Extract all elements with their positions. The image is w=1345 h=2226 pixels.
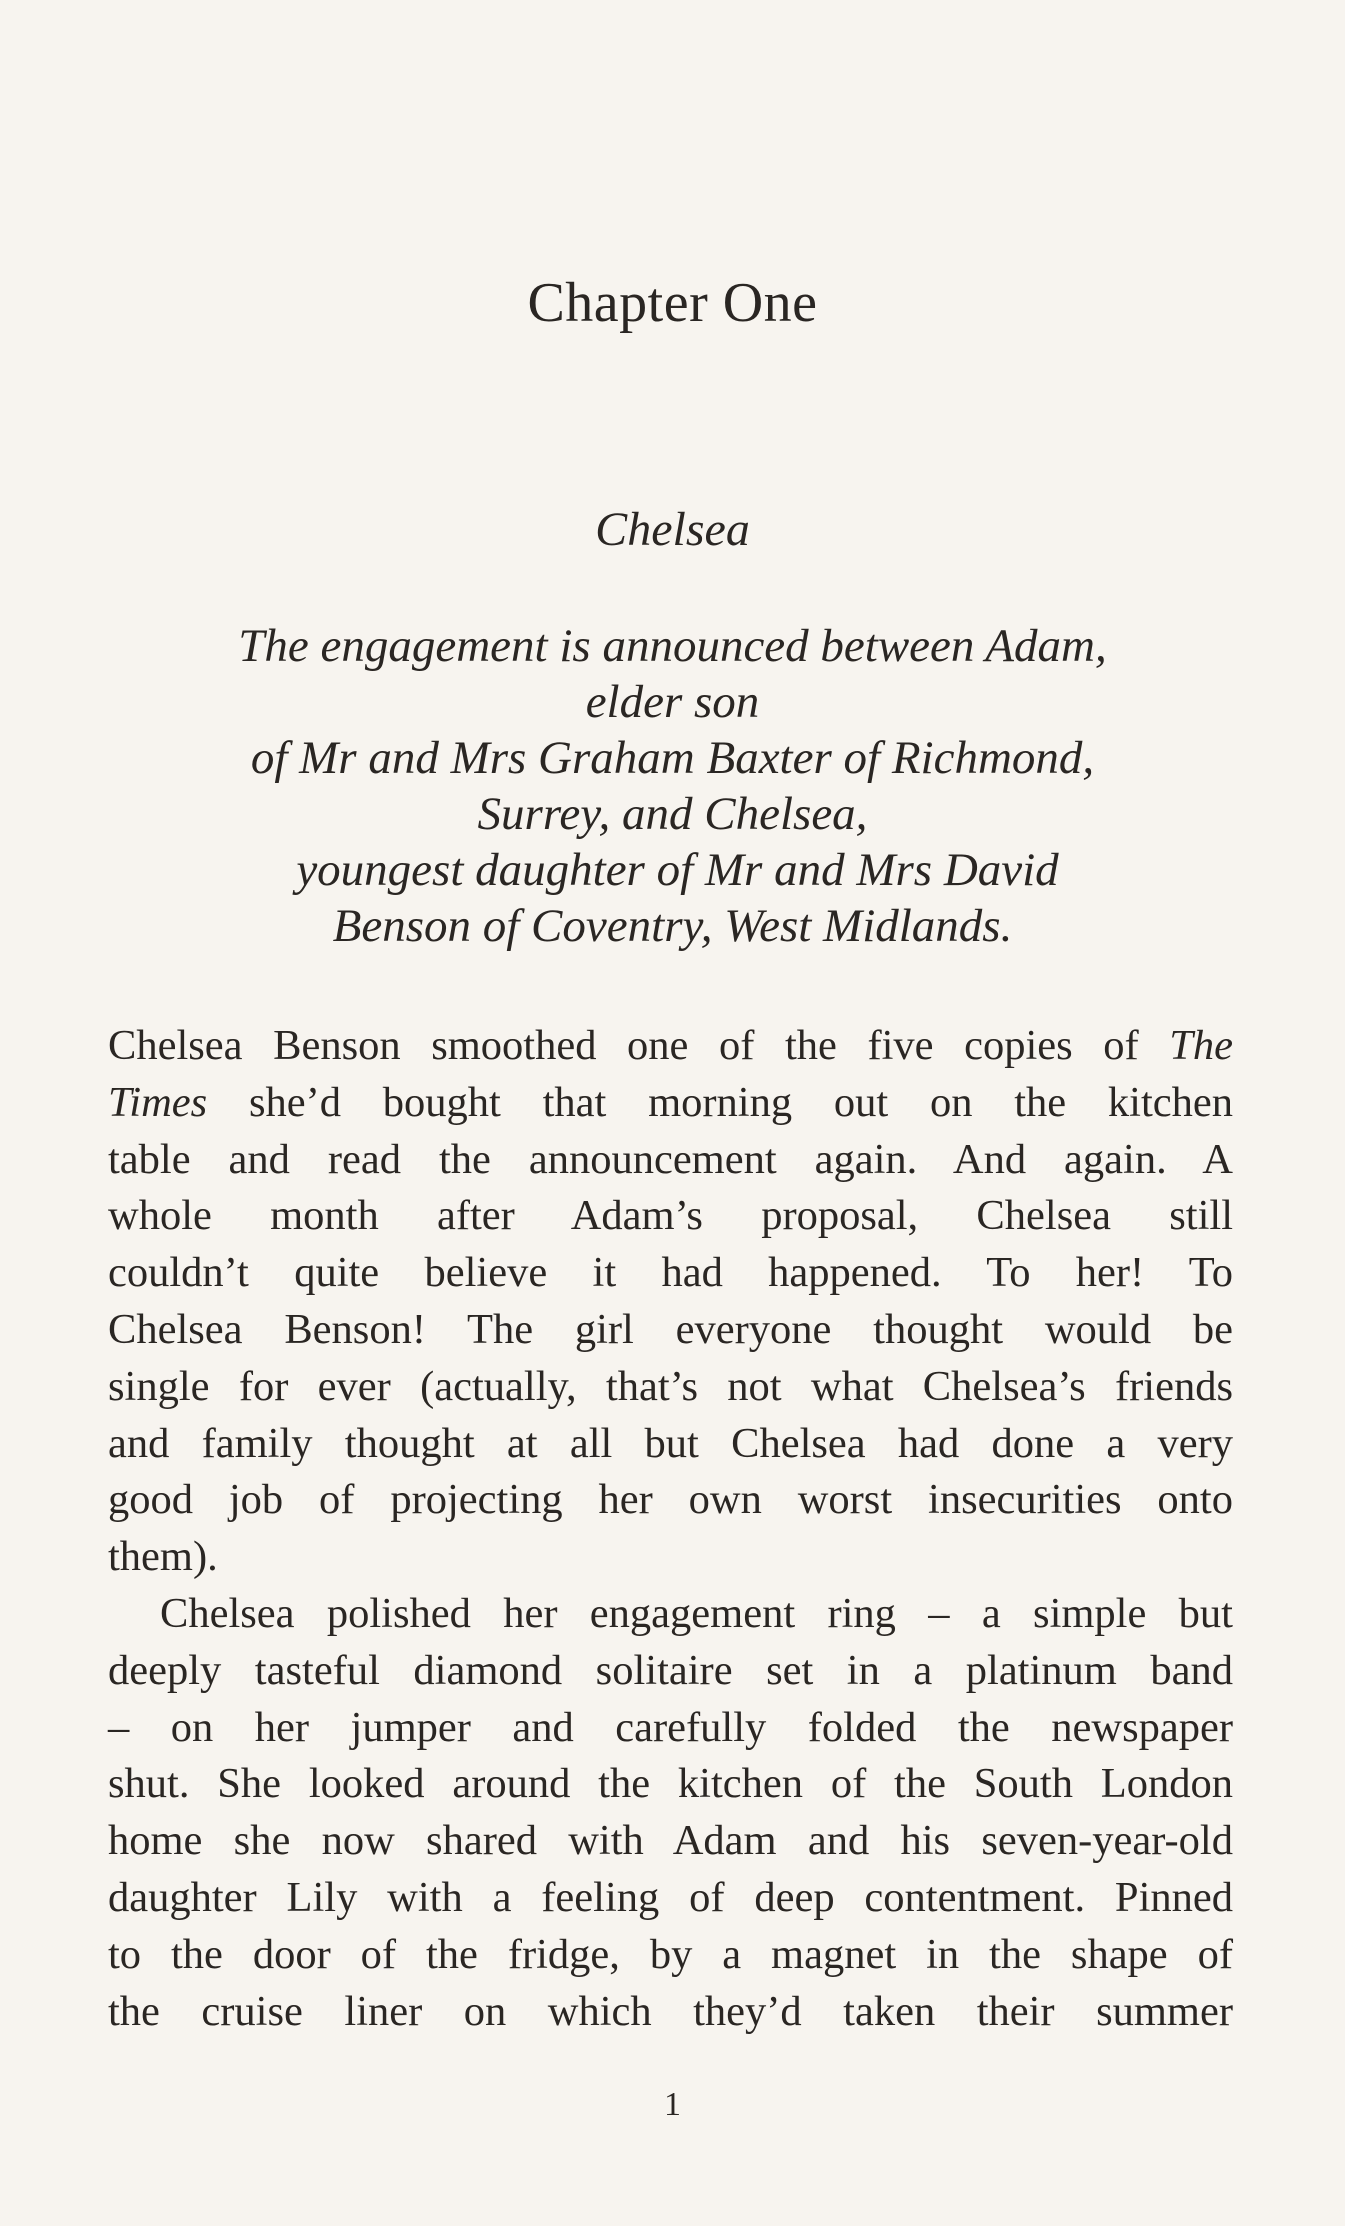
text-line xyxy=(108,1018,1233,1075)
text-line xyxy=(108,1075,1233,1132)
text-line: Chelsea polished her engagement ring – a simple but xyxy=(160,1589,1233,1637)
chapter-title: Chapter One xyxy=(527,272,818,334)
announcement-line: of Mr and Mrs Graham Baxter of Richmond, xyxy=(250,732,1095,784)
italic-run: The xyxy=(1169,1022,1233,1069)
text-run: Chelsea Benson smoothed one of the five copies of xyxy=(108,1022,1170,1069)
text-line: daughter Lily with a feeling of deep contentment. Pinned xyxy=(108,1873,1233,1921)
section-title: Chelsea xyxy=(595,503,750,556)
announcement-line: youngest daughter of Mr and Mrs David xyxy=(296,844,1059,896)
text-line: single for ever (actually, that’s not what Chelsea’s friends xyxy=(108,1362,1233,1410)
text-line: them). xyxy=(108,1533,218,1581)
paragraph-1 xyxy=(108,1018,1233,1586)
engagement-announcement xyxy=(110,618,1235,954)
announcement-line: The engagement is announced between Adam, xyxy=(238,620,1107,672)
italic-run: Times xyxy=(108,1078,208,1126)
text-line: home she now shared with Adam and his seven-year-old xyxy=(108,1817,1233,1865)
text-line: shut. She looked around the kitchen of the South London xyxy=(108,1760,1233,1808)
text-line: couldn’t quite believe it had happened. To her! To xyxy=(108,1249,1233,1297)
text-run: she’d bought that morning out on the kitchen xyxy=(207,1078,1233,1126)
text-line: the cruise liner on which they’d taken their summer xyxy=(108,1987,1233,2035)
body-text xyxy=(108,1018,1233,2040)
text-line: Chelsea Benson! The girl everyone thought would be xyxy=(108,1305,1233,1353)
paragraph-2 xyxy=(108,1586,1233,2040)
page-number: 1 xyxy=(664,2086,681,2123)
text-line: good job of projecting her own worst insecurities onto xyxy=(108,1476,1233,1524)
text-line: to the door of the fridge, by a magnet in the shape of xyxy=(108,1930,1233,1978)
text-line: whole month after Adam’s proposal, Chelsea still xyxy=(108,1192,1233,1240)
announcement-line: Benson of Coventry, West Midlands. xyxy=(332,900,1013,952)
announcement-line: elder son xyxy=(585,676,760,728)
text-line: table and read the announcement again. And again. A xyxy=(108,1135,1233,1183)
text-line: and family thought at all but Chelsea had done a very xyxy=(108,1419,1233,1467)
text-line: deeply tasteful diamond solitaire set in a platinum band xyxy=(108,1646,1233,1694)
text-line: – on her jumper and carefully folded the newspaper xyxy=(108,1703,1233,1751)
announcement-line: Surrey, and Chelsea, xyxy=(477,788,868,840)
